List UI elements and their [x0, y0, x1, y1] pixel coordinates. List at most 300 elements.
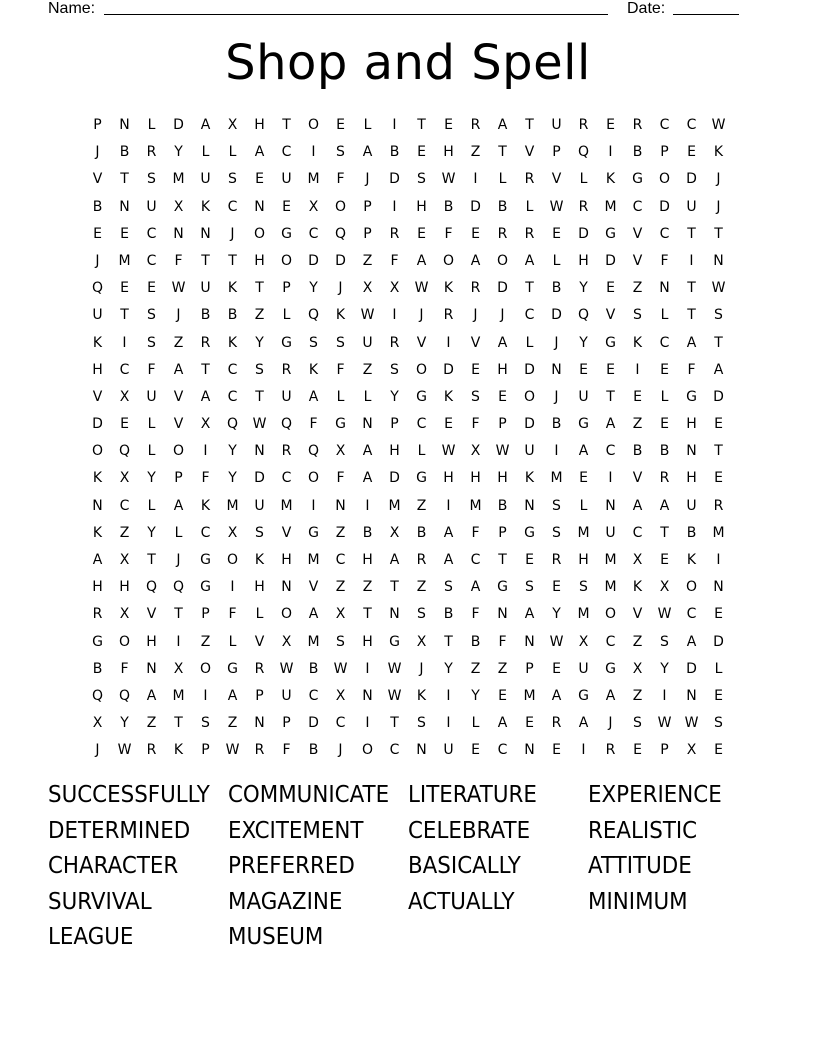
- grid-letter: S: [633, 715, 642, 732]
- grid-letter: J: [716, 198, 721, 215]
- grid-letter: K: [686, 552, 697, 568]
- grid-letter: R: [713, 497, 724, 514]
- grid-row: [84, 194, 734, 221]
- grid-letter: R: [146, 144, 157, 161]
- grid-letter: W: [657, 606, 672, 623]
- grid-letter: F: [336, 171, 345, 188]
- grid-letter: E: [525, 552, 534, 568]
- grid-letter: R: [659, 470, 670, 487]
- grid-letter: E: [552, 225, 561, 242]
- grid-letter: F: [687, 361, 696, 378]
- grid-letter: C: [524, 307, 535, 324]
- word-list-item: BASICALLY: [408, 853, 521, 880]
- grid-letter: S: [201, 715, 210, 732]
- grid-letter: R: [470, 117, 481, 133]
- grid-letter: F: [498, 633, 507, 650]
- grid-letter: J: [95, 144, 100, 161]
- grid-letter: D: [524, 416, 535, 433]
- grid-letter: A: [497, 334, 508, 351]
- grid-letter: Y: [228, 443, 237, 460]
- grid-letter: A: [443, 524, 454, 541]
- grid-letter: I: [365, 715, 370, 732]
- grid-row: [84, 737, 734, 764]
- grid-letter: N: [524, 497, 535, 514]
- grid-letter: C: [227, 361, 238, 378]
- grid-letter: W: [549, 198, 564, 215]
- grid-letter: V: [146, 606, 157, 623]
- grid-letter: C: [335, 552, 346, 568]
- grid-letter: K: [632, 334, 643, 351]
- grid-letter: L: [228, 144, 237, 161]
- grid-letter: K: [227, 334, 238, 351]
- grid-letter: O: [199, 660, 212, 677]
- grid-letter: M: [604, 198, 617, 215]
- grid-letter: J: [554, 334, 559, 351]
- grid-letter: O: [361, 742, 374, 759]
- grid-letter: K: [254, 552, 265, 568]
- grid-letter: N: [389, 606, 400, 623]
- grid-letter: B: [92, 198, 103, 215]
- grid-row: [84, 656, 734, 683]
- grid-letter: C: [227, 198, 238, 215]
- grid-letter: A: [200, 117, 211, 133]
- grid-letter: N: [92, 497, 103, 514]
- grid-letter: M: [469, 497, 482, 514]
- grid-letter: P: [282, 715, 291, 732]
- grid-letter: D: [605, 252, 616, 269]
- grid-letter: F: [471, 416, 480, 433]
- grid-letter: W: [171, 280, 186, 297]
- grid-letter: Q: [226, 416, 239, 433]
- grid-letter: Z: [632, 687, 643, 704]
- grid-letter: E: [120, 416, 129, 433]
- page-title: Shop and Spell: [225, 35, 591, 91]
- grid-letter: L: [336, 388, 345, 405]
- grid-letter: Z: [254, 307, 265, 324]
- grid-letter: L: [147, 416, 156, 433]
- grid-letter: T: [282, 117, 291, 133]
- grid-letter: C: [335, 715, 346, 732]
- grid-letter: B: [227, 307, 238, 324]
- grid-letter: J: [95, 742, 100, 759]
- grid-letter: L: [525, 198, 534, 215]
- grid-letter: I: [392, 117, 397, 133]
- grid-letter: C: [605, 443, 616, 460]
- grid-row: [84, 601, 734, 628]
- grid-letter: F: [309, 416, 318, 433]
- grid-letter: G: [605, 334, 616, 351]
- grid-letter: F: [120, 660, 129, 677]
- grid-letter: I: [554, 443, 559, 460]
- grid-letter: C: [389, 742, 400, 759]
- grid-letter: T: [120, 171, 129, 188]
- grid-letter: J: [419, 307, 424, 324]
- grid-letter: U: [551, 117, 562, 133]
- grid-letter: Z: [632, 416, 643, 433]
- grid-letter: I: [473, 171, 478, 188]
- grid-letter: Z: [632, 280, 643, 297]
- grid-letter: A: [254, 144, 265, 161]
- grid-letter: W: [441, 171, 456, 188]
- grid-letter: B: [632, 443, 643, 460]
- grid-letter: M: [307, 171, 320, 188]
- grid-row: [84, 166, 734, 193]
- grid-letter: G: [605, 660, 616, 677]
- grid-letter: T: [228, 252, 237, 269]
- grid-letter: I: [311, 497, 316, 514]
- grid-row: [84, 574, 734, 601]
- grid-letter: P: [282, 280, 291, 297]
- grid-letter: Z: [470, 660, 481, 677]
- grid-letter: U: [686, 198, 697, 215]
- grid-letter: B: [443, 606, 454, 623]
- grid-letter: H: [92, 361, 103, 378]
- grid-letter: J: [95, 252, 100, 269]
- grid-letter: A: [578, 715, 589, 732]
- grid-letter: G: [416, 388, 427, 405]
- grid-letter: E: [120, 280, 129, 297]
- grid-letter: G: [686, 388, 697, 405]
- grid-letter: L: [201, 144, 210, 161]
- grid-letter: I: [392, 307, 397, 324]
- grid-letter: B: [551, 280, 562, 297]
- grid-letter: T: [687, 307, 696, 324]
- grid-letter: O: [334, 198, 347, 215]
- grid-letter: N: [173, 225, 184, 242]
- grid-letter: D: [389, 171, 400, 188]
- grid-letter: N: [551, 361, 562, 378]
- grid-letter: M: [118, 252, 131, 269]
- grid-letter: G: [497, 579, 508, 596]
- grid-letter: X: [470, 443, 481, 460]
- grid-letter: Q: [118, 443, 131, 460]
- grid-letter: R: [92, 606, 103, 623]
- grid-letter: B: [497, 497, 508, 514]
- grid-letter: T: [498, 144, 507, 161]
- grid-letter: O: [253, 225, 266, 242]
- grid-letter: B: [632, 144, 643, 161]
- grid-letter: X: [119, 388, 130, 405]
- grid-letter: R: [578, 117, 589, 133]
- grid-letter: F: [471, 606, 480, 623]
- grid-letter: T: [714, 334, 723, 351]
- grid-letter: U: [200, 280, 211, 297]
- grid-letter: K: [713, 144, 724, 161]
- grid-letter: S: [147, 171, 156, 188]
- grid-letter: O: [91, 443, 104, 460]
- grid-letter: P: [660, 144, 669, 161]
- grid-letter: B: [200, 307, 211, 324]
- grid-letter: G: [92, 633, 103, 650]
- grid-letter: J: [365, 171, 370, 188]
- grid-letter: N: [119, 198, 130, 215]
- grid-letter: N: [146, 660, 157, 677]
- grid-letter: K: [335, 307, 346, 324]
- grid-letter: E: [444, 117, 453, 133]
- grid-letter: P: [363, 225, 372, 242]
- grid-letter: V: [416, 334, 427, 351]
- grid-letter: L: [417, 443, 426, 460]
- grid-letter: O: [226, 552, 239, 568]
- grid-row: [84, 493, 734, 520]
- word-list-item: LEAGUE: [48, 924, 134, 951]
- grid-letter: G: [335, 416, 346, 433]
- grid-letter: C: [470, 552, 481, 568]
- grid-letter: T: [147, 552, 156, 568]
- word-list-item: CELEBRATE: [408, 817, 531, 844]
- grid-letter: S: [579, 579, 588, 596]
- grid-letter: Y: [390, 388, 399, 405]
- grid-letter: Q: [577, 144, 590, 161]
- grid-letter: G: [416, 470, 427, 487]
- grid-letter: L: [525, 334, 534, 351]
- grid-letter: N: [254, 443, 265, 460]
- grid-letter: Y: [579, 334, 588, 351]
- grid-letter: L: [228, 633, 237, 650]
- grid-letter: H: [497, 361, 508, 378]
- grid-letter: W: [360, 307, 375, 324]
- grid-letter: N: [362, 416, 373, 433]
- grid-letter: F: [336, 361, 345, 378]
- grid-letter: K: [200, 198, 211, 215]
- grid-letter: X: [119, 606, 130, 623]
- grid-letter: Y: [120, 715, 129, 732]
- grid-letter: E: [660, 361, 669, 378]
- grid-letter: N: [497, 606, 508, 623]
- grid-letter: L: [660, 388, 669, 405]
- grid-letter: K: [605, 171, 616, 188]
- grid-letter: T: [390, 715, 399, 732]
- grid-letter: J: [608, 715, 613, 732]
- grid-letter: T: [687, 225, 696, 242]
- grid-letter: S: [390, 361, 399, 378]
- grid-letter: E: [417, 144, 426, 161]
- grid-letter: E: [552, 660, 561, 677]
- grid-letter: Q: [172, 579, 185, 596]
- grid-letter: D: [92, 416, 103, 433]
- grid-letter: E: [714, 687, 723, 704]
- grid-letter: L: [552, 252, 561, 269]
- word-list-item: DETERMINED: [48, 817, 191, 844]
- grid-row: [84, 275, 734, 302]
- grid-letter: M: [712, 524, 725, 541]
- grid-letter: C: [119, 361, 130, 378]
- grid-letter: A: [362, 443, 373, 460]
- grid-letter: G: [605, 225, 616, 242]
- grid-letter: T: [714, 443, 723, 460]
- grid-letter: S: [336, 633, 345, 650]
- grid-letter: A: [362, 144, 373, 161]
- grid-letter: J: [230, 225, 235, 242]
- grid-letter: O: [307, 470, 320, 487]
- grid-letter: D: [308, 715, 319, 732]
- grid-letter: K: [443, 388, 454, 405]
- grid-letter: K: [443, 280, 454, 297]
- grid-letter: A: [632, 497, 643, 514]
- grid-letter: N: [254, 198, 265, 215]
- grid-letter: H: [254, 252, 265, 269]
- grid-letter: T: [498, 552, 507, 568]
- grid-letter: L: [471, 715, 480, 732]
- grid-letter: C: [119, 497, 130, 514]
- grid-letter: Q: [307, 443, 320, 460]
- grid-letter: H: [119, 579, 130, 596]
- grid-letter: X: [578, 633, 589, 650]
- grid-letter: J: [176, 552, 181, 568]
- grid-letter: K: [416, 687, 427, 704]
- grid-letter: H: [416, 198, 427, 215]
- grid-letter: J: [176, 307, 181, 324]
- grid-letter: S: [660, 633, 669, 650]
- grid-letter: D: [173, 117, 184, 133]
- grid-row: [84, 221, 734, 248]
- grid-letter: S: [714, 715, 723, 732]
- grid-letter: Y: [228, 470, 237, 487]
- grid-letter: X: [335, 606, 346, 623]
- grid-letter: D: [713, 388, 724, 405]
- grid-letter: O: [280, 606, 293, 623]
- grid-letter: Q: [91, 280, 104, 297]
- grid-letter: D: [551, 307, 562, 324]
- grid-letter: M: [604, 579, 617, 596]
- grid-letter: V: [551, 171, 562, 188]
- grid-letter: V: [92, 171, 103, 188]
- grid-letter: E: [471, 742, 480, 759]
- grid-letter: K: [173, 742, 184, 759]
- grid-letter: X: [659, 579, 670, 596]
- grid-letter: M: [226, 497, 239, 514]
- grid-letter: E: [147, 280, 156, 297]
- grid-row: [84, 112, 734, 139]
- grid-letter: I: [365, 497, 370, 514]
- grid-letter: L: [147, 117, 156, 133]
- grid-letter: S: [417, 606, 426, 623]
- grid-letter: C: [605, 633, 616, 650]
- grid-letter: C: [227, 388, 238, 405]
- grid-letter: K: [227, 280, 238, 297]
- grid-letter: U: [281, 171, 292, 188]
- grid-letter: T: [660, 524, 669, 541]
- grid-letter: A: [443, 552, 454, 568]
- grid-letter: L: [363, 388, 372, 405]
- grid-letter: A: [659, 497, 670, 514]
- grid-letter: D: [497, 280, 508, 297]
- grid-letter: R: [524, 225, 535, 242]
- grid-letter: M: [550, 470, 563, 487]
- grid-letter: J: [338, 280, 343, 297]
- grid-letter: O: [307, 117, 320, 133]
- grid-letter: X: [200, 416, 211, 433]
- word-list-item: EXCITEMENT: [228, 817, 364, 844]
- grid-letter: N: [416, 742, 427, 759]
- grid-letter: X: [92, 715, 103, 732]
- word-list-item: ATTITUDE: [588, 853, 692, 880]
- grid-letter: B: [362, 524, 373, 541]
- grid-letter: A: [470, 579, 481, 596]
- grid-letter: X: [632, 660, 643, 677]
- grid-letter: P: [255, 687, 264, 704]
- grid-letter: I: [608, 144, 613, 161]
- grid-letter: N: [713, 579, 724, 596]
- grid-letter: D: [335, 252, 346, 269]
- grid-letter: I: [446, 715, 451, 732]
- grid-letter: U: [281, 388, 292, 405]
- grid-letter: Z: [416, 579, 427, 596]
- grid-letter: A: [362, 470, 373, 487]
- grid-letter: I: [446, 687, 451, 704]
- grid-letter: Y: [309, 280, 318, 297]
- grid-letter: D: [659, 198, 670, 215]
- grid-letter: A: [200, 388, 211, 405]
- grid-letter: F: [390, 252, 399, 269]
- grid-letter: Z: [227, 715, 238, 732]
- grid-letter: I: [203, 443, 208, 460]
- grid-letter: A: [146, 687, 157, 704]
- grid-letter: V: [605, 307, 616, 324]
- grid-letter: F: [336, 470, 345, 487]
- grid-letter: E: [120, 225, 129, 242]
- grid-letter: S: [147, 307, 156, 324]
- grid-letter: A: [308, 388, 319, 405]
- grid-letter: U: [146, 388, 157, 405]
- grid-letter: Z: [146, 715, 157, 732]
- grid-letter: C: [308, 225, 319, 242]
- grid-letter: N: [524, 742, 535, 759]
- grid-letter: A: [173, 497, 184, 514]
- grid-letter: Q: [577, 307, 590, 324]
- grid-letter: K: [200, 497, 211, 514]
- grid-letter: R: [605, 742, 616, 759]
- grid-letter: O: [442, 252, 455, 269]
- grid-letter: C: [146, 252, 157, 269]
- grid-letter: L: [579, 497, 588, 514]
- grid-letter: Y: [255, 334, 264, 351]
- grid-letter: U: [686, 497, 697, 514]
- grid-letter: G: [308, 524, 319, 541]
- grid-letter: H: [281, 552, 292, 568]
- grid-letter: B: [308, 742, 319, 759]
- grid-letter: C: [200, 524, 211, 541]
- grid-letter: Q: [307, 307, 320, 324]
- grid-letter: L: [174, 524, 183, 541]
- grid-letter: V: [254, 633, 265, 650]
- grid-letter: U: [578, 388, 589, 405]
- grid-letter: U: [146, 198, 157, 215]
- grid-letter: N: [335, 497, 346, 514]
- grid-letter: S: [336, 334, 345, 351]
- grid-letter: C: [659, 334, 670, 351]
- grid-letter: O: [604, 606, 617, 623]
- grid-letter: B: [659, 443, 670, 460]
- grid-letter: V: [632, 252, 643, 269]
- grid-letter: Z: [497, 660, 508, 677]
- grid-letter: M: [307, 633, 320, 650]
- grid-letter: T: [606, 388, 615, 405]
- grid-letter: F: [147, 361, 156, 378]
- grid-letter: X: [281, 633, 292, 650]
- grid-letter: E: [660, 552, 669, 568]
- grid-row: [84, 547, 734, 574]
- grid-letter: S: [471, 388, 480, 405]
- grid-letter: G: [389, 633, 400, 650]
- grid-letter: C: [281, 470, 292, 487]
- grid-letter: N: [200, 225, 211, 242]
- grid-letter: Y: [174, 144, 183, 161]
- grid-letter: I: [203, 687, 208, 704]
- grid-letter: D: [443, 361, 454, 378]
- grid-letter: S: [147, 334, 156, 351]
- grid-letter: B: [119, 144, 130, 161]
